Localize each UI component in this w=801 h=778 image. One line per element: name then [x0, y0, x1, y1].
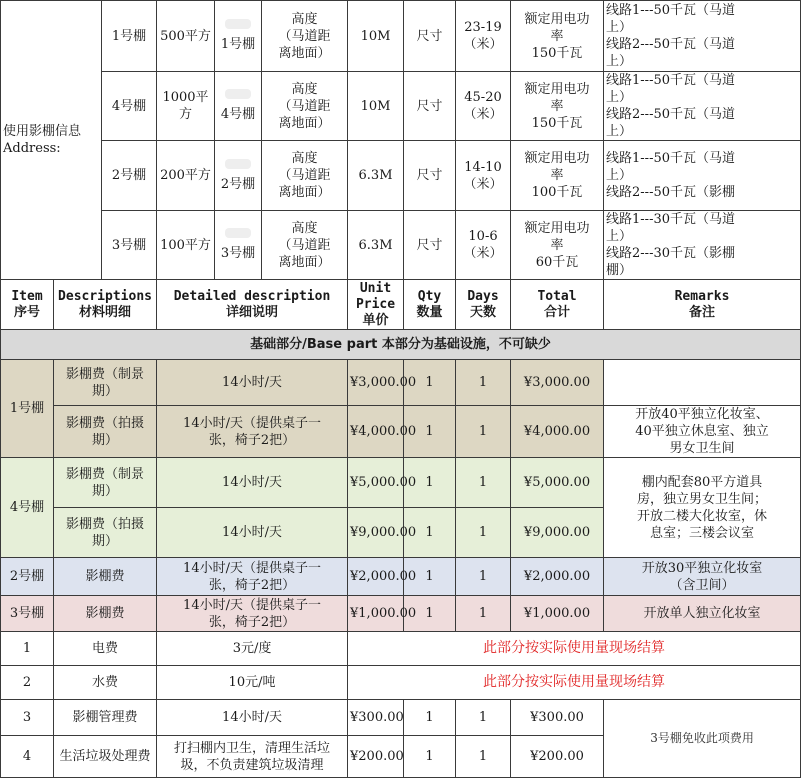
studio-name: 3号棚	[102, 211, 157, 280]
header-unit-price: Unit Price 单价	[348, 280, 404, 330]
studio-group-label: 1号棚	[1, 360, 54, 458]
row-days: 1	[456, 700, 511, 736]
studio-group-label: 2号棚	[1, 558, 54, 596]
row-description: 电费	[54, 632, 157, 666]
power-lines: 线路1---50千瓦（马道 上） 线路2---50千瓦（马道 上）	[604, 72, 801, 141]
row-description: 生活垃圾处理费	[54, 736, 157, 778]
height-value: 6.3M	[348, 211, 404, 280]
studio-group-label: 4号棚	[1, 458, 54, 558]
row-unit-price: ¥3,000.00	[348, 360, 404, 406]
row-qty: 1	[404, 736, 456, 778]
size-label: 尺寸	[404, 72, 456, 141]
studio-thumbnail: 1号棚	[215, 1, 262, 72]
row-detail: 14小时/天	[157, 458, 348, 508]
row-qty: 1	[404, 700, 456, 736]
row-unit-price: ¥4,000.00	[348, 406, 404, 458]
size-label: 尺寸	[404, 211, 456, 280]
row-remarks: 开放40平独立化妆室、 40平独立休息室、独立 男女卫生间	[604, 406, 801, 458]
power-lines: 线路1---30千瓦（马道 上） 线路2---30千瓦（影棚 棚）	[604, 211, 801, 280]
height-value: 10M	[348, 72, 404, 141]
power-lines: 线路1---50千瓦（马道 上） 线路2---50千瓦（马道 上）	[604, 1, 801, 72]
row-detail: 14小时/天	[157, 508, 348, 558]
settlement-note: 此部分按实际使用量现场结算	[348, 632, 801, 666]
studio-name: 1号棚	[102, 1, 157, 72]
row-description: 影棚费（拍摄 期）	[54, 508, 157, 558]
row-unit-price: ¥9,000.00	[348, 508, 404, 558]
settlement-note: 此部分按实际使用量现场结算	[348, 666, 801, 700]
blurred-image	[225, 159, 251, 169]
row-days: 1	[456, 406, 511, 458]
row-item: 1	[1, 632, 54, 666]
row-remarks: 棚内配套80平方道具 房，独立男女卫生间； 开放二楼大化妆室，休 息室；三楼会议室	[604, 458, 801, 558]
row-total: ¥9,000.00	[511, 508, 604, 558]
power-rating: 额定用电功 率 150千瓦	[511, 72, 604, 141]
row-description: 影棚费	[54, 558, 157, 596]
header-qty: Qty 数量	[404, 280, 456, 330]
row-days: 1	[456, 596, 511, 632]
size-value: 14-10 （米）	[456, 141, 511, 211]
row-days: 1	[456, 736, 511, 778]
header-item: Item 序号	[1, 280, 54, 330]
studio-thumbnail: 3号棚	[215, 211, 262, 280]
size-label: 尺寸	[404, 141, 456, 211]
blurred-image	[225, 89, 251, 99]
size-value: 45-20 （米）	[456, 72, 511, 141]
row-description: 影棚管理费	[54, 700, 157, 736]
row-item: 4	[1, 736, 54, 778]
row-remarks: 开放单人独立化妆室	[604, 596, 801, 632]
row-remarks: 3号棚免收此项费用	[604, 700, 801, 778]
row-description: 影棚费（制景 期）	[54, 458, 157, 508]
studio-group-label: 3号棚	[1, 596, 54, 632]
row-detail: 14小时/天（提供桌子一 张，椅子2把）	[157, 596, 348, 632]
studio-thumbnail: 2号棚	[215, 141, 262, 211]
studio-name: 2号棚	[102, 141, 157, 211]
header-total: Total 合计	[511, 280, 604, 330]
row-qty: 1	[404, 596, 456, 632]
studio-area: 100平方	[157, 211, 215, 280]
blurred-image	[225, 19, 251, 29]
studio-thumbnail: 4号棚	[215, 72, 262, 141]
row-unit-price: ¥200.00	[348, 736, 404, 778]
header-days: Days 天数	[456, 280, 511, 330]
row-qty: 1	[404, 458, 456, 508]
row-total: ¥3,000.00	[511, 360, 604, 406]
row-detail: 14小时/天	[157, 360, 348, 406]
height-value: 6.3M	[348, 141, 404, 211]
row-days: 1	[456, 508, 511, 558]
row-description: 影棚费（制景 期）	[54, 360, 157, 406]
row-description: 影棚费	[54, 596, 157, 632]
height-value: 10M	[348, 1, 404, 72]
row-description: 影棚费（拍摄 期）	[54, 406, 157, 458]
size-value: 10-6 （米）	[456, 211, 511, 280]
section-title: 基础部分/Base part 本部分为基础设施，不可缺少	[1, 330, 801, 360]
row-days: 1	[456, 458, 511, 508]
row-days: 1	[456, 360, 511, 406]
row-total: ¥1,000.00	[511, 596, 604, 632]
size-value: 23-19 （米）	[456, 1, 511, 72]
row-description: 水费	[54, 666, 157, 700]
header-descriptions: Descriptions 材料明细	[54, 280, 157, 330]
power-rating: 额定用电功 率 100千瓦	[511, 141, 604, 211]
row-total: ¥5,000.00	[511, 458, 604, 508]
row-remarks: 开放30平独立化妆室 （含卫间）	[604, 558, 801, 596]
header-remarks: Remarks 备注	[604, 280, 801, 330]
studio-name: 4号棚	[102, 72, 157, 141]
venue-label: 使用影棚信息 Address:	[1, 1, 102, 280]
row-detail: 打扫棚内卫生，清理生活垃 圾，不负责建筑垃圾清理	[157, 736, 348, 778]
height-label: 高度 （马道距 离地面）	[262, 211, 348, 280]
row-total: ¥200.00	[511, 736, 604, 778]
row-detail: 14小时/天（提供桌子一 张，椅子2把）	[157, 558, 348, 596]
row-remarks	[604, 360, 801, 406]
row-total: ¥4,000.00	[511, 406, 604, 458]
power-rating: 额定用电功 率 150千瓦	[511, 1, 604, 72]
row-detail: 14小时/天	[157, 700, 348, 736]
row-unit-price: ¥2,000.00	[348, 558, 404, 596]
size-label: 尺寸	[404, 1, 456, 72]
row-total: ¥2,000.00	[511, 558, 604, 596]
row-qty: 1	[404, 360, 456, 406]
height-label: 高度 （马道距 离地面）	[262, 72, 348, 141]
row-detail: 10元/吨	[157, 666, 348, 700]
studio-area: 500平方	[157, 1, 215, 72]
studio-area: 1000平方	[157, 72, 215, 141]
row-item: 3	[1, 700, 54, 736]
header-detailed-description: Detailed description 详细说明	[157, 280, 348, 330]
row-total: ¥300.00	[511, 700, 604, 736]
row-unit-price: ¥1,000.00	[348, 596, 404, 632]
row-qty: 1	[404, 508, 456, 558]
row-detail: 3元/度	[157, 632, 348, 666]
studio-area: 200平方	[157, 141, 215, 211]
row-qty: 1	[404, 406, 456, 458]
row-qty: 1	[404, 558, 456, 596]
height-label: 高度 （马道距 离地面）	[262, 1, 348, 72]
row-unit-price: ¥5,000.00	[348, 458, 404, 508]
power-rating: 额定用电功 率 60千瓦	[511, 211, 604, 280]
row-detail: 14小时/天（提供桌子一 张，椅子2把）	[157, 406, 348, 458]
power-lines: 线路1---50千瓦（马道 上） 线路2---50千瓦（影棚	[604, 141, 801, 211]
row-days: 1	[456, 558, 511, 596]
blurred-image	[225, 228, 251, 238]
row-item: 2	[1, 666, 54, 700]
height-label: 高度 （马道距 离地面）	[262, 141, 348, 211]
row-unit-price: ¥300.00	[348, 700, 404, 736]
